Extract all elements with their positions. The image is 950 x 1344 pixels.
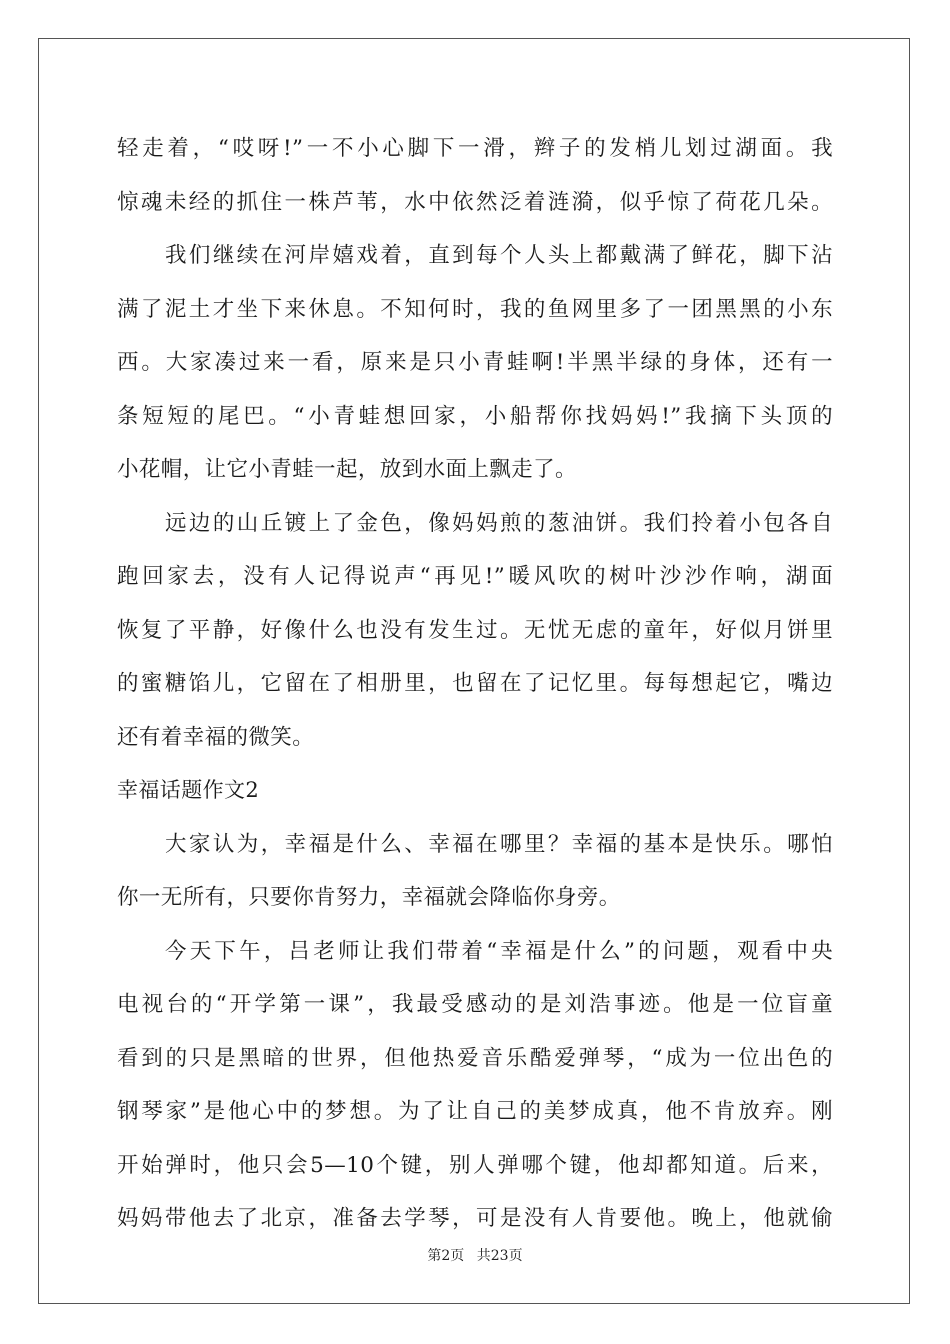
- text-line: 小花帽，让它小青蛙一起，放到水面上飘走了。: [117, 457, 577, 482]
- text-line: 远边的山丘镀上了金色，像妈妈煎的葱油饼。我们拎着小包各自: [165, 510, 833, 536]
- text-line: 今天下午，吕老师让我们带着“幸福是什么”的问题，观看中央: [165, 938, 833, 964]
- text-line: 恢复了平静，好像什么也没有发生过。无忧无虑的童年，好似月饼里: [117, 617, 833, 643]
- page-number: 第2页: [427, 1248, 465, 1264]
- text-line: 还有着幸福的微笑。: [117, 724, 315, 750]
- page-footer: [0, 1245, 950, 1265]
- text-line: 跑回家去，没有人记得说声“再见!”暖风吹的树叶沙沙作响，湖面: [117, 564, 833, 589]
- text-line: 开始弹时，他只会5—10个键，别人弹哪个键，他却都知道。后来，: [117, 1152, 833, 1178]
- text-line: 电视台的“开学第一课”，我最受感动的是刘浩事迹。他是一位盲童: [117, 992, 833, 1017]
- text-line: 条短短的尾巴。“小青蛙想回家，小船帮你找妈妈!”我摘下头顶的: [117, 403, 833, 429]
- document-body: [117, 122, 833, 1246]
- text-line: 你一无所有，只要你肯努力，幸福就会降临你身旁。: [117, 885, 621, 910]
- text-line: 西。大家凑过来一看，原来是只小青蛙啊!半黑半绿的身体，还有一: [117, 350, 833, 375]
- text-line: 我们继续在河岸嬉戏着，直到每个人头上都戴满了鲜花，脚下沾: [165, 243, 833, 268]
- text-line: 轻走着，“哎呀!”一不小心脚下一滑，辫子的发梢儿划过湖面。我: [117, 136, 833, 161]
- text-line: 的蜜糖馅儿，它留在了相册里，也留在了记忆里。每每想起它，嘴边: [117, 671, 833, 696]
- text-line: 看到的只是黑暗的世界，但他热爱音乐酷爱弹琴，“成为一位出色的: [117, 1045, 833, 1071]
- text-line: 妈妈带他去了北京，准备去学琴，可是没有人肯要他。晚上，他就偷: [117, 1206, 833, 1231]
- text-line: 钢琴家”是他心中的梦想。为了让自己的美梦成真，他不肯放弃。刚: [117, 1099, 833, 1124]
- section-heading: 幸福话题作文2: [117, 778, 260, 802]
- text-line: 满了泥土才坐下来休息。不知何时，我的鱼网里多了一团黑黑的小东: [117, 296, 833, 322]
- page-total: 共23页: [476, 1248, 523, 1264]
- text-line: 大家认为，幸福是什么、幸福在哪里？幸福的基本是快乐。哪怕: [165, 831, 833, 857]
- text-line: 惊魂未经的抓住一株芦苇，水中依然泛着涟漪，似乎惊了荷花几朵。: [117, 189, 833, 215]
